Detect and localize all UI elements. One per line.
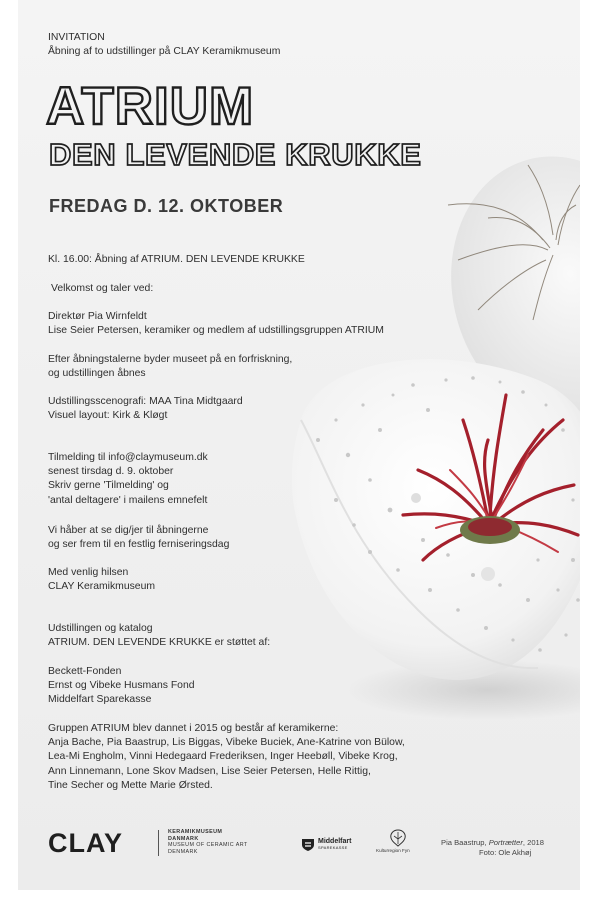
logo-divider bbox=[158, 830, 159, 856]
signup-block: Tilmelding til info@claymuseum.dk senest tirsdag d. 9. oktober Skriv gerne 'Tilmelding' og 'antal deltagere' i mailens emnefelt bbox=[48, 452, 208, 506]
supporter-item: Ernst og Vibeke Husmans Fond bbox=[48, 680, 195, 692]
welcome-line: Velkomst og taler ved: bbox=[51, 283, 154, 294]
header-block bbox=[48, 31, 280, 59]
footer bbox=[18, 820, 580, 870]
exhibition-title: ATRIUM bbox=[46, 77, 255, 136]
supporters-list bbox=[48, 665, 195, 708]
group-block: Gruppen ATRIUM blev dannet i 2015 og består af keramikerne: Anja Bache, Pia Baastrup, Lis Biggas, Vibeke Buciek, Ane-Katrine von Bülow, Lea-Mi Engholm, Vinni Hedegaard Frederiksen, Inger Heebøll, Vibeke Krog, Ann Linnemann, Lone Skov Madsen, Lise Seier Petersen, Helle Rittig, Tine Secher og Mette Marie Ørsted. bbox=[48, 723, 405, 791]
artwork-credit-line: Pia Baastrup, Portrætter, 2018 bbox=[441, 838, 545, 847]
opening-line: Kl. 16.00: Åbning af ATRIUM. DEN LEVENDE KRUKKE bbox=[48, 254, 305, 265]
invitation-page bbox=[18, 0, 580, 890]
photographer-credit: Foto: Ole Akhøj bbox=[479, 848, 532, 857]
museum-name-block: KERAMIKMUSEUM DANMARK MUSEUM OF CERAMIC ART DENMARK bbox=[168, 829, 248, 855]
clay-logo: CLAY bbox=[48, 828, 124, 858]
kulturregion-leaf-icon bbox=[387, 828, 409, 848]
kicker-label: INVITATION bbox=[48, 32, 105, 43]
credits-block: Udstillingsscenografi: MAA Tina Midtgaard Visuel layout: Kirk & Kløgt bbox=[48, 396, 243, 422]
sponsor-kulturregion: Kulturregion Fyn bbox=[376, 848, 410, 853]
speaker-item: Direktør Pia Wirnfeldt bbox=[48, 311, 147, 322]
subtitle-label: Åbning af to udstillinger på CLAY Keramikmuseum bbox=[48, 46, 281, 58]
photo-credit bbox=[441, 838, 544, 858]
sponsor-middelfart: Middelfart SPAREKASSE bbox=[318, 838, 352, 850]
exhibition-subtitle: DEN LEVENDE KRUKKE bbox=[49, 137, 422, 172]
supporter-item: Beckett-Fonden bbox=[48, 666, 122, 677]
after-block: Efter åbningstalerne byder museet på en forfriskning, og udstillingen åbnes bbox=[48, 354, 293, 380]
support-intro-block: Udstillingen og katalog ATRIUM. DEN LEVENDE KRUKKE er støttet af: bbox=[48, 623, 271, 649]
event-date: FREDAG D. 12. OKTOBER bbox=[49, 196, 284, 216]
supporter-item: Middelfart Sparekasse bbox=[48, 694, 152, 706]
front-bowl-icon bbox=[292, 359, 580, 680]
speaker-item: Lise Seier Petersen, keramiker og medlem af udstillingsgruppen ATRIUM bbox=[48, 325, 384, 337]
hope-block: Vi håber at se dig/jer til åbningerne og ser frem til en festlig ferniseringsdag bbox=[48, 525, 230, 551]
sparekasse-shield-icon bbox=[301, 838, 315, 852]
signup-email-line: Tilmelding til info@claymuseum.dk bbox=[48, 452, 208, 463]
speakers-block bbox=[48, 310, 384, 338]
regards-block: Med venlig hilsen CLAY Keramikmuseum bbox=[48, 567, 156, 593]
